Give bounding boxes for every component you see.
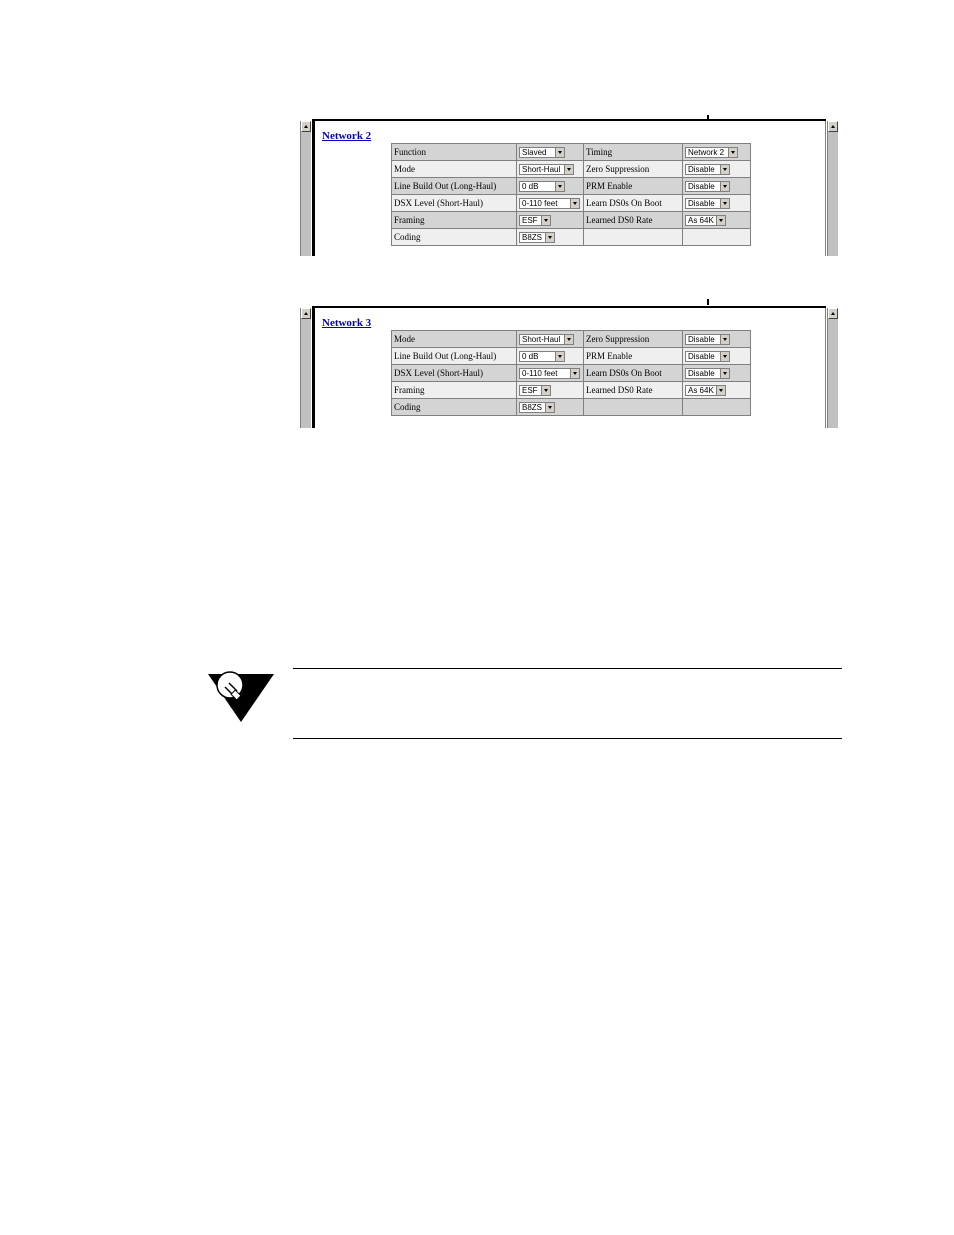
setting-control	[517, 144, 584, 161]
setting-label-text: DSX Level (Short-Haul)	[394, 368, 483, 378]
chevron-down-icon[interactable]	[570, 199, 579, 208]
setting-label-text: Learn DS0s On Boot	[586, 368, 662, 378]
panel-border	[312, 119, 826, 121]
setting-dropdown[interactable]	[519, 351, 565, 362]
select-value: 0-110 feet	[522, 198, 558, 208]
chevron-down-icon[interactable]	[728, 148, 737, 157]
setting-label	[584, 365, 683, 382]
table-row	[392, 382, 751, 399]
table-row	[392, 348, 751, 365]
setting-label	[392, 178, 517, 195]
select-value: ESF	[522, 385, 538, 395]
setting-control	[517, 178, 584, 195]
chevron-down-icon[interactable]	[720, 369, 729, 378]
setting-label	[392, 382, 517, 399]
setting-label	[392, 365, 517, 382]
scroll-up-icon[interactable]	[301, 121, 311, 132]
setting-control	[683, 195, 751, 212]
chevron-down-icon[interactable]	[716, 386, 725, 395]
chevron-down-icon[interactable]	[716, 216, 725, 225]
panel-border	[312, 306, 315, 428]
setting-dropdown[interactable]	[519, 402, 555, 413]
setting-dropdown[interactable]	[685, 164, 730, 175]
setting-control	[683, 331, 751, 348]
select-value: ESF	[522, 215, 538, 225]
setting-control	[517, 331, 584, 348]
network-3-title[interactable]: Network 3	[322, 317, 372, 329]
setting-label	[584, 161, 683, 178]
setting-label	[584, 331, 683, 348]
setting-dropdown[interactable]	[685, 215, 726, 226]
setting-dropdown[interactable]	[685, 351, 730, 362]
setting-label-text: Learned DS0 Rate	[586, 215, 653, 225]
scroll-up-icon[interactable]	[828, 308, 838, 319]
setting-label-text: DSX Level (Short-Haul)	[394, 198, 483, 208]
setting-dropdown[interactable]	[519, 215, 551, 226]
chevron-down-icon[interactable]	[555, 148, 564, 157]
setting-label	[584, 348, 683, 365]
select-value: Disable	[688, 198, 715, 208]
chevron-down-icon[interactable]	[564, 165, 573, 174]
setting-label	[584, 178, 683, 195]
setting-control	[683, 365, 751, 382]
setting-control	[683, 178, 751, 195]
setting-control	[683, 382, 751, 399]
network-3-settings-table	[391, 330, 751, 416]
setting-control	[683, 144, 751, 161]
select-value: Short-Haul	[522, 334, 561, 344]
select-value: Slaved	[522, 147, 547, 157]
table-row	[392, 399, 751, 416]
setting-control	[517, 382, 584, 399]
chevron-down-icon[interactable]	[555, 352, 564, 361]
chevron-down-icon[interactable]	[720, 199, 729, 208]
setting-label	[392, 161, 517, 178]
setting-label-text: Line Build Out (Long-Haul)	[394, 351, 497, 361]
setting-label	[392, 399, 517, 416]
setting-label	[392, 229, 517, 246]
select-value: As 64K	[688, 385, 714, 395]
select-value: Disable	[688, 368, 715, 378]
select-value: As 64K	[688, 215, 714, 225]
chevron-down-icon[interactable]	[720, 335, 729, 344]
select-value: Network 2	[688, 147, 725, 157]
scroll-up-icon[interactable]	[828, 121, 838, 132]
setting-label-text: Framing	[394, 215, 425, 225]
select-value: 0 dB	[522, 181, 539, 191]
chevron-down-icon[interactable]	[720, 352, 729, 361]
setting-dropdown[interactable]	[519, 232, 555, 243]
chevron-down-icon[interactable]	[555, 182, 564, 191]
right-scrollbar[interactable]	[827, 121, 838, 256]
setting-dropdown[interactable]	[685, 334, 730, 345]
setting-dropdown[interactable]	[519, 164, 574, 175]
chevron-down-icon[interactable]	[720, 182, 729, 191]
lightbulb-icon	[208, 668, 274, 727]
frame-marker	[707, 299, 709, 305]
setting-label-text: Line Build Out (Long-Haul)	[394, 181, 497, 191]
setting-label-text: Coding	[394, 402, 421, 412]
setting-control	[517, 212, 584, 229]
table-row	[392, 161, 751, 178]
chevron-down-icon[interactable]	[564, 335, 573, 344]
left-scrollbar[interactable]	[300, 308, 311, 428]
setting-label-text: Framing	[394, 385, 425, 395]
chevron-down-icon[interactable]	[570, 369, 579, 378]
network-2-panel	[300, 119, 838, 256]
setting-label	[392, 144, 517, 161]
setting-control	[517, 348, 584, 365]
setting-dropdown[interactable]	[519, 368, 580, 379]
select-value: Disable	[688, 164, 715, 174]
table-row	[392, 229, 751, 246]
setting-control	[517, 229, 584, 246]
setting-control	[517, 195, 584, 212]
setting-label	[584, 144, 683, 161]
setting-label	[584, 229, 683, 246]
setting-label-text: Mode	[394, 334, 415, 344]
setting-label-text: Learn DS0s On Boot	[586, 198, 662, 208]
network-3-panel	[300, 306, 838, 428]
setting-label	[584, 382, 683, 399]
chevron-down-icon[interactable]	[720, 165, 729, 174]
setting-dropdown[interactable]	[685, 198, 730, 209]
select-value: Disable	[688, 351, 715, 361]
setting-control	[517, 399, 584, 416]
setting-dropdown[interactable]	[519, 385, 551, 396]
setting-label-text: Coding	[394, 232, 421, 242]
setting-label-text: Timing	[586, 147, 613, 157]
setting-dropdown[interactable]	[685, 181, 730, 192]
table-row	[392, 331, 751, 348]
table-row	[392, 212, 751, 229]
note-bottom-rule	[293, 738, 842, 739]
setting-label	[584, 195, 683, 212]
setting-label-text: Learned DS0 Rate	[586, 385, 653, 395]
setting-label	[392, 331, 517, 348]
chevron-down-icon[interactable]	[545, 403, 554, 412]
setting-control	[683, 212, 751, 229]
select-value: B8ZS	[522, 402, 543, 412]
panel-border	[312, 119, 315, 256]
panel-border	[312, 306, 826, 308]
setting-dropdown[interactable]	[519, 147, 565, 158]
chevron-down-icon[interactable]	[545, 233, 554, 242]
setting-label	[392, 212, 517, 229]
select-value: 0 dB	[522, 351, 539, 361]
setting-label-text: Zero Suppression	[586, 164, 650, 174]
setting-control	[683, 348, 751, 365]
setting-label	[392, 348, 517, 365]
select-value: Short-Haul	[522, 164, 561, 174]
setting-label-text: Zero Suppression	[586, 334, 650, 344]
network-2-title[interactable]: Network 2	[322, 130, 372, 142]
setting-label-text: Function	[394, 147, 427, 157]
setting-label-text: PRM Enable	[586, 181, 633, 191]
setting-label	[584, 212, 683, 229]
note-top-rule	[293, 668, 842, 669]
setting-dropdown[interactable]	[685, 385, 726, 396]
setting-control	[683, 161, 751, 178]
table-row	[392, 144, 751, 161]
table-row	[392, 195, 751, 212]
scroll-up-icon[interactable]	[301, 308, 311, 319]
setting-control	[517, 161, 584, 178]
setting-control	[683, 229, 751, 246]
network-2-settings-table	[391, 143, 751, 246]
chevron-down-icon[interactable]	[541, 386, 550, 395]
setting-label-text: Mode	[394, 164, 415, 174]
table-row	[392, 178, 751, 195]
setting-label-text: PRM Enable	[586, 351, 633, 361]
select-value: 0-110 feet	[522, 368, 558, 378]
setting-dropdown[interactable]	[519, 334, 574, 345]
setting-dropdown[interactable]	[519, 198, 580, 209]
chevron-down-icon[interactable]	[541, 216, 550, 225]
setting-label	[392, 195, 517, 212]
setting-control	[517, 365, 584, 382]
select-value: Disable	[688, 181, 715, 191]
table-row	[392, 365, 751, 382]
setting-dropdown[interactable]	[685, 368, 730, 379]
select-value: B8ZS	[522, 232, 543, 242]
setting-dropdown[interactable]	[519, 181, 565, 192]
setting-dropdown[interactable]	[685, 147, 738, 158]
setting-label	[584, 399, 683, 416]
select-value: Disable	[688, 334, 715, 344]
left-scrollbar[interactable]	[300, 121, 311, 256]
setting-control	[683, 399, 751, 416]
right-scrollbar[interactable]	[827, 308, 838, 428]
